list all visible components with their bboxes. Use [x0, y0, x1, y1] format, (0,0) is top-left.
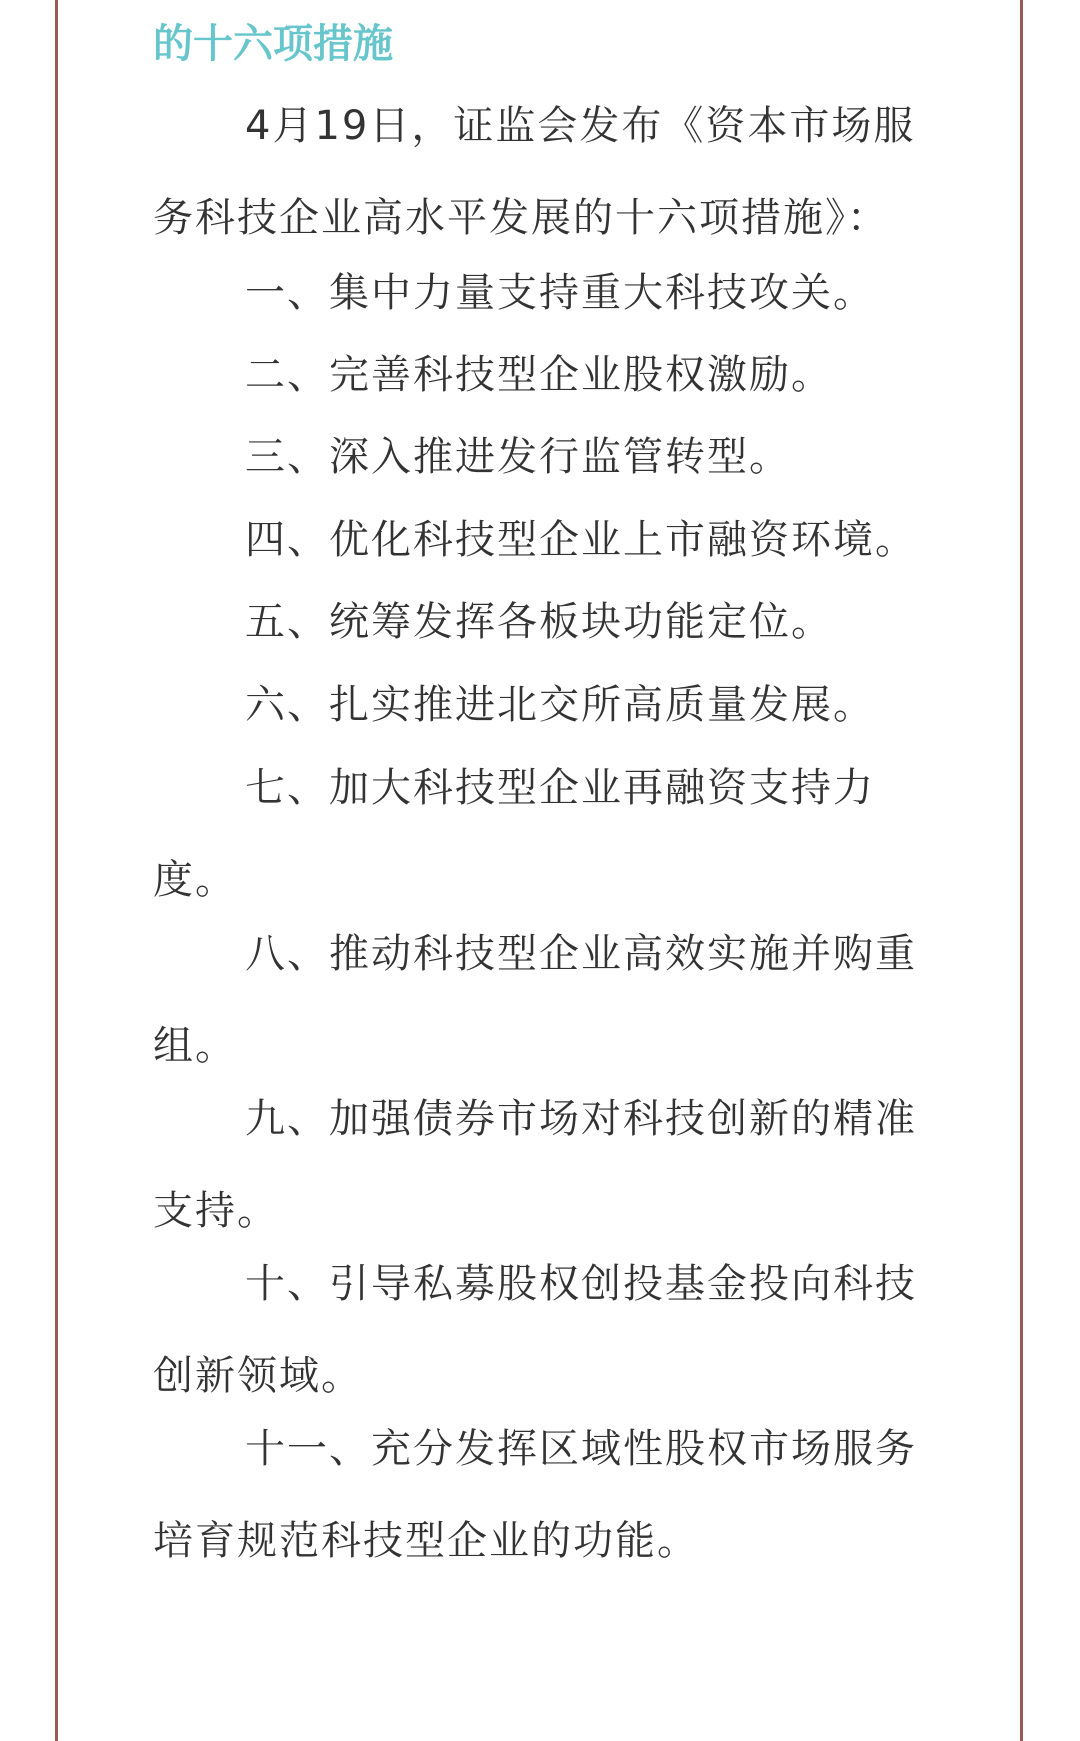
- frame-border-right: [1020, 0, 1023, 1741]
- intro-paragraph: 4月19日，证监会发布《资本市场服务科技企业高水平发展的十六项措施》：: [153, 103, 916, 241]
- measure-item-10: 十、引导私募股权创投基金投向科技创新领域。: [153, 1261, 917, 1399]
- measure-item-9: 九、加强债券市场对科技创新的精准支持。: [153, 1096, 917, 1234]
- measure-item-3: 三、深入推进发行监管转型。: [245, 434, 791, 480]
- measure-item-6: 六、扎实推进北交所高质量发展。: [245, 682, 875, 728]
- frame-border-left: [55, 0, 58, 1741]
- measure-item-5: 五、统筹发挥各板块功能定位。: [245, 599, 833, 645]
- measure-item-2: 二、完善科技型企业股权激励。: [245, 352, 833, 398]
- measure-item-4: 四、优化科技型企业上市融资环境。: [245, 517, 917, 563]
- measure-item-1: 一、集中力量支持重大科技攻关。: [245, 270, 875, 316]
- section-heading: 的十六项措施: [153, 21, 393, 67]
- measure-item-8: 八、推动科技型企业高效实施并购重组。: [153, 931, 917, 1069]
- measure-item-7: 七、加大科技型企业再融资支持力度。: [153, 765, 875, 903]
- measure-item-11: 十一、充分发挥区域性股权市场服务培育规范科技型企业的功能。: [153, 1426, 917, 1564]
